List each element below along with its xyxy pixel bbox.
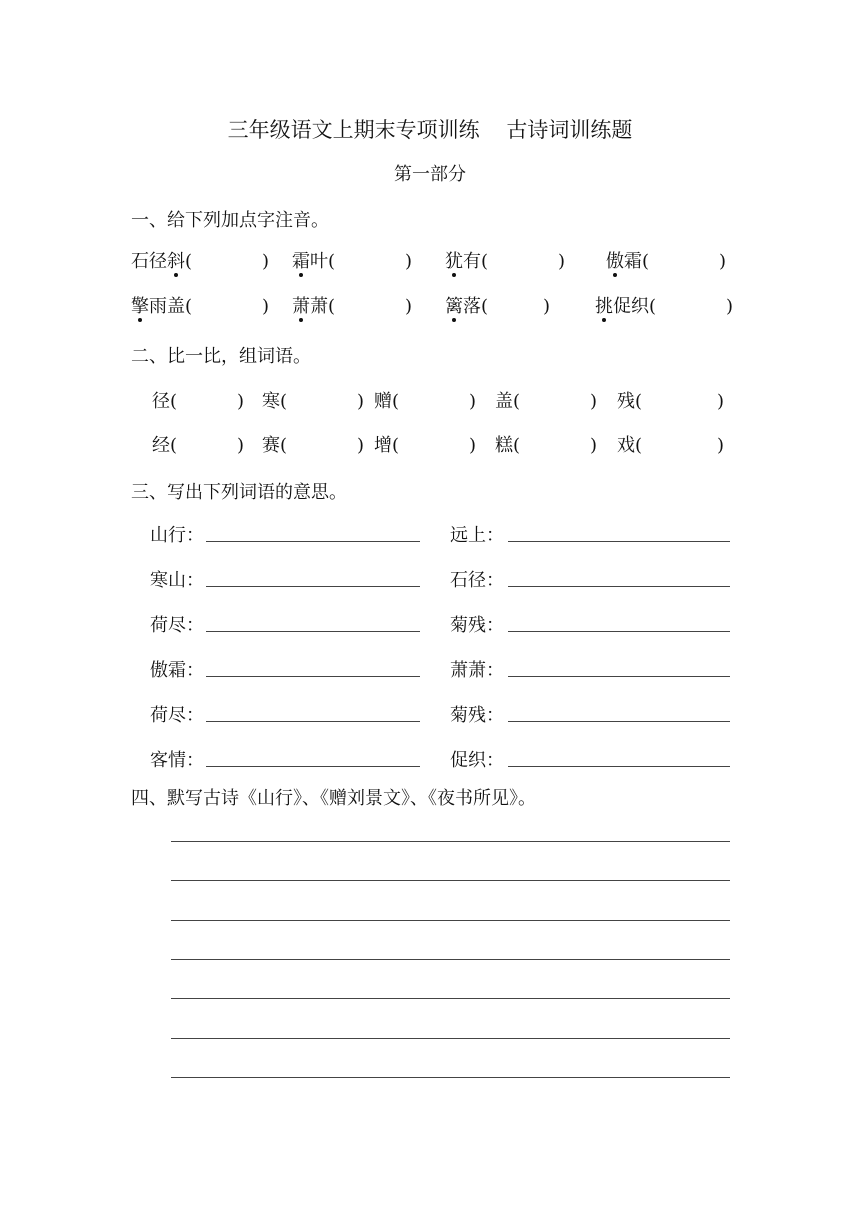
answer-paren-close: )	[717, 435, 725, 456]
meaning-label: 傲霜：	[150, 660, 204, 681]
answer-paren-open: (	[185, 296, 193, 317]
word-suffix: 萧	[310, 296, 328, 317]
answer-paren-open: (	[642, 251, 650, 272]
writing-line[interactable]	[171, 841, 730, 842]
dotted-character: 霜	[292, 247, 310, 273]
compare-item	[152, 387, 244, 413]
word-suffix: 叶	[310, 251, 328, 272]
compare-item	[495, 387, 597, 413]
word-prefix: 石径	[131, 251, 167, 272]
answer-paren-close: )	[405, 296, 413, 317]
answer-blank[interactable]	[206, 721, 420, 722]
pinyin-item	[292, 292, 412, 318]
answer-blank[interactable]	[508, 721, 730, 722]
compare-item	[617, 387, 724, 413]
compare-item	[152, 431, 244, 457]
compare-item	[374, 387, 476, 413]
meaning-label: 荷尽：	[150, 705, 204, 726]
answer-blank[interactable]	[508, 766, 730, 767]
compare-character: 盖	[495, 391, 513, 412]
answer-blank[interactable]	[508, 631, 730, 632]
dotted-character: 萧	[292, 292, 310, 318]
dotted-character: 犹	[445, 247, 463, 273]
writing-line[interactable]	[171, 880, 730, 881]
pinyin-item	[445, 247, 565, 273]
answer-paren-open: (	[635, 391, 643, 412]
answer-paren-close: )	[469, 391, 477, 412]
answer-paren-open: (	[513, 435, 521, 456]
compare-character: 经	[152, 435, 170, 456]
answer-paren-close: )	[590, 435, 598, 456]
section4-heading: 四、默写古诗《山行》、《赠刘景文》、《夜书所见》。	[131, 788, 536, 809]
answer-paren-close: )	[543, 296, 551, 317]
answer-blank[interactable]	[206, 766, 420, 767]
pinyin-item	[445, 292, 550, 318]
compare-item	[617, 431, 724, 457]
dotted-character: 挑	[595, 292, 613, 318]
dotted-character: 傲	[606, 247, 624, 273]
page-title: 三年级语文上期末专项训练 古诗词训练题	[227, 118, 633, 142]
answer-blank[interactable]	[508, 541, 730, 542]
meaning-label: 菊残：	[450, 615, 504, 636]
answer-paren-close: )	[469, 435, 477, 456]
compare-character: 残	[617, 391, 635, 412]
answer-blank[interactable]	[508, 586, 730, 587]
compare-character: 戏	[617, 435, 635, 456]
meaning-label: 寒山：	[150, 570, 204, 591]
answer-blank[interactable]	[206, 586, 420, 587]
meaning-label: 山行：	[150, 525, 204, 546]
answer-paren-open: (	[280, 435, 288, 456]
answer-blank[interactable]	[206, 631, 420, 632]
dotted-character: 篱	[445, 292, 463, 318]
answer-paren-close: )	[405, 251, 413, 272]
answer-paren-close: )	[717, 391, 725, 412]
answer-paren-open: (	[328, 296, 336, 317]
pinyin-item	[131, 292, 269, 318]
word-suffix: 落	[463, 296, 481, 317]
compare-character: 增	[374, 435, 392, 456]
answer-paren-open: (	[513, 391, 521, 412]
answer-paren-close: )	[237, 435, 245, 456]
meaning-label: 远上：	[450, 525, 504, 546]
section3-heading: 三、写出下列词语的意思。	[131, 482, 347, 503]
answer-paren-close: )	[726, 296, 734, 317]
compare-character: 赛	[262, 435, 280, 456]
dotted-character: 擎	[131, 292, 149, 318]
answer-blank[interactable]	[206, 541, 420, 542]
word-suffix: 霜	[624, 251, 642, 272]
section1-heading: 一、给下列加点字注音。	[131, 210, 329, 231]
meaning-label: 荷尽：	[150, 615, 204, 636]
answer-paren-open: (	[481, 296, 489, 317]
answer-paren-close: )	[237, 391, 245, 412]
writing-line[interactable]	[171, 1038, 730, 1039]
answer-paren-close: )	[590, 391, 598, 412]
compare-character: 寒	[262, 391, 280, 412]
pinyin-item	[606, 247, 726, 273]
answer-paren-close: )	[558, 251, 566, 272]
answer-paren-open: (	[170, 391, 178, 412]
meaning-label: 菊残：	[450, 705, 504, 726]
answer-paren-open: (	[635, 435, 643, 456]
section2-heading: 二、比一比，组词语。	[131, 346, 311, 367]
meaning-label: 促织：	[450, 750, 504, 771]
writing-line[interactable]	[171, 1077, 730, 1078]
word-suffix: 促织	[613, 296, 649, 317]
writing-line[interactable]	[171, 920, 730, 921]
answer-paren-close: )	[357, 391, 365, 412]
answer-paren-open: (	[392, 391, 400, 412]
answer-paren-open: (	[280, 391, 288, 412]
meaning-label: 客情：	[150, 750, 204, 771]
answer-paren-close: )	[357, 435, 365, 456]
answer-paren-open: (	[328, 251, 336, 272]
dotted-character: 斜	[167, 247, 185, 273]
writing-line[interactable]	[171, 998, 730, 999]
compare-character: 糕	[495, 435, 513, 456]
compare-item	[374, 431, 476, 457]
answer-blank[interactable]	[508, 676, 730, 677]
compare-item	[262, 387, 364, 413]
writing-line[interactable]	[171, 959, 730, 960]
answer-paren-open: (	[392, 435, 400, 456]
answer-paren-open: (	[649, 296, 657, 317]
pinyin-item	[131, 247, 269, 273]
word-suffix: 雨盖	[149, 296, 185, 317]
page-subtitle: 第一部分	[394, 164, 466, 185]
word-suffix: 有	[463, 251, 481, 272]
compare-item	[495, 431, 597, 457]
answer-paren-open: (	[170, 435, 178, 456]
compare-character: 径	[152, 391, 170, 412]
meaning-label: 石径：	[450, 570, 504, 591]
answer-paren-open: (	[185, 251, 193, 272]
answer-paren-close: )	[719, 251, 727, 272]
answer-blank[interactable]	[206, 676, 420, 677]
compare-item	[262, 431, 364, 457]
pinyin-item	[595, 292, 733, 318]
meaning-label: 萧萧：	[450, 660, 504, 681]
answer-paren-close: )	[262, 296, 270, 317]
answer-paren-close: )	[262, 251, 270, 272]
answer-paren-open: (	[481, 251, 489, 272]
pinyin-item	[292, 247, 412, 273]
compare-character: 赠	[374, 391, 392, 412]
